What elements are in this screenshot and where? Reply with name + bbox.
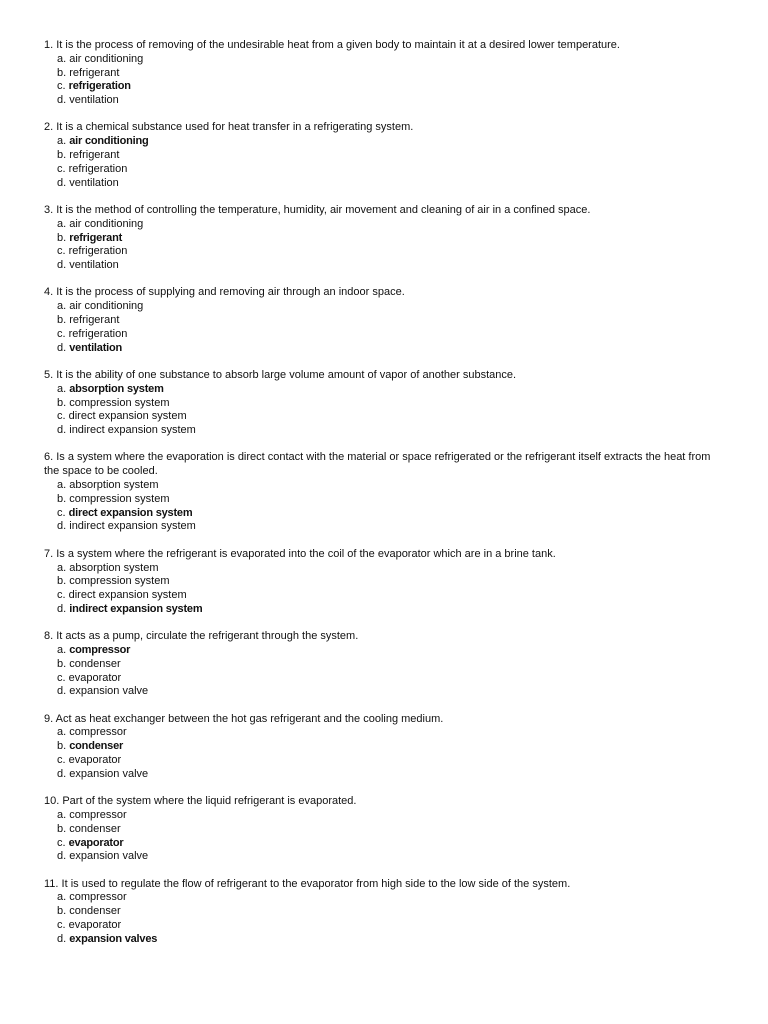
- option-letter: a.: [57, 808, 67, 821]
- option-letter: a.: [57, 479, 67, 492]
- option-text: evaporator: [68, 836, 124, 849]
- option-letter: c.: [57, 245, 66, 258]
- option-letter: b.: [57, 657, 67, 670]
- option-letter: d.: [57, 602, 67, 615]
- answer-option: [57, 342, 728, 356]
- option-text: direct expansion system: [68, 506, 193, 519]
- option-item: [57, 919, 728, 933]
- option-list: [44, 53, 728, 108]
- option-text: air conditioning: [69, 52, 144, 65]
- option-text: condenser: [69, 657, 121, 670]
- option-text: condenser: [69, 905, 121, 918]
- option-text: direct expansion system: [68, 589, 187, 602]
- option-list: [44, 479, 728, 534]
- option-text: indirect expansion system: [69, 520, 196, 533]
- option-letter: b.: [57, 905, 67, 918]
- option-text: ventilation: [69, 259, 119, 272]
- option-text: refrigeration: [68, 327, 128, 340]
- option-text: condenser: [69, 822, 121, 835]
- option-letter: c.: [57, 327, 66, 340]
- option-letter: a.: [57, 217, 67, 230]
- answer-option: [57, 232, 728, 246]
- answer-option: [57, 383, 728, 397]
- option-list: [44, 562, 728, 617]
- option-letter: b.: [57, 822, 67, 835]
- option-letter: a.: [57, 52, 67, 65]
- option-text: air conditioning: [69, 300, 144, 313]
- option-text: evaporator: [68, 754, 122, 767]
- option-item: [57, 424, 728, 438]
- option-text: condenser: [69, 740, 124, 753]
- option-item: [57, 328, 728, 342]
- option-text: evaporator: [68, 671, 122, 684]
- option-item: [57, 149, 728, 163]
- option-text: expansion valves: [69, 932, 158, 945]
- option-text: indirect expansion system: [69, 602, 203, 615]
- option-text: refrigeration: [68, 80, 131, 93]
- option-letter: a.: [57, 561, 67, 574]
- option-item: [57, 314, 728, 328]
- option-letter: d.: [57, 685, 67, 698]
- option-item: [57, 259, 728, 273]
- option-item: [57, 891, 728, 905]
- option-item: [57, 163, 728, 177]
- option-item: [57, 562, 728, 576]
- option-list: [44, 891, 728, 946]
- option-text: compression system: [69, 396, 170, 409]
- option-item: [57, 726, 728, 740]
- option-item: [57, 410, 728, 424]
- answer-option: [57, 740, 728, 754]
- option-item: [57, 905, 728, 919]
- option-text: refrigeration: [68, 162, 128, 175]
- question-block: [44, 286, 728, 355]
- option-item: [57, 479, 728, 493]
- option-item: [57, 53, 728, 67]
- option-letter: b.: [57, 575, 67, 588]
- question-block: [44, 369, 728, 438]
- option-letter: c.: [57, 162, 66, 175]
- question-block: [44, 548, 728, 617]
- option-item: [57, 754, 728, 768]
- option-list: [44, 300, 728, 355]
- option-text: compression system: [69, 575, 170, 588]
- option-text: expansion valve: [69, 850, 149, 863]
- option-list: [44, 383, 728, 438]
- answer-option: [57, 135, 728, 149]
- option-list: [44, 135, 728, 190]
- option-letter: d.: [57, 94, 67, 107]
- option-item: [57, 672, 728, 686]
- option-text: compression system: [69, 492, 170, 505]
- option-text: compressor: [69, 891, 127, 904]
- option-letter: c.: [57, 410, 66, 423]
- answer-option: [57, 80, 728, 94]
- answer-option: [57, 837, 728, 851]
- option-item: [57, 809, 728, 823]
- option-letter: d.: [57, 176, 67, 189]
- question-text: 6. Is a system where the evaporation is direct contact with the material or space refrigerated or the refrigerant itself extracts the heat from the space to be cooled.: [44, 451, 711, 478]
- option-list: [44, 218, 728, 273]
- option-text: refrigerant: [69, 231, 123, 244]
- option-text: absorption system: [69, 561, 159, 574]
- option-letter: b.: [57, 231, 67, 244]
- option-item: [57, 94, 728, 108]
- option-list: [44, 726, 728, 781]
- option-letter: b.: [57, 149, 67, 162]
- question-block: [44, 39, 728, 108]
- question-text: 5. It is the ability of one substance to absorb large volume amount of vapor of another substance.: [44, 368, 517, 381]
- option-letter: a.: [57, 726, 67, 739]
- option-text: refrigerant: [69, 314, 120, 327]
- option-letter: c.: [57, 836, 66, 849]
- question-block: [44, 121, 728, 190]
- option-letter: a.: [57, 643, 67, 656]
- option-text: ventilation: [69, 94, 119, 107]
- question-block: [44, 713, 728, 782]
- question-text: 2. It is a chemical substance used for heat transfer in a refrigerating system.: [44, 121, 414, 134]
- option-list: [44, 644, 728, 699]
- option-item: [57, 177, 728, 191]
- answer-option: [57, 603, 728, 617]
- option-text: air conditioning: [69, 217, 144, 230]
- option-letter: a.: [57, 135, 67, 148]
- option-letter: d.: [57, 259, 67, 272]
- question-text: 11. It is used to regulate the flow of refrigerant to the evaporator from high side to the low side of the system.: [44, 877, 571, 890]
- question-block: [44, 795, 728, 864]
- option-item: [57, 768, 728, 782]
- option-letter: c.: [57, 589, 66, 602]
- option-text: refrigerant: [69, 149, 120, 162]
- question-block: [44, 878, 728, 947]
- option-letter: b.: [57, 492, 67, 505]
- option-item: [57, 520, 728, 534]
- option-letter: b.: [57, 396, 67, 409]
- option-item: [57, 493, 728, 507]
- answer-option: [57, 933, 728, 947]
- option-letter: d.: [57, 850, 67, 863]
- option-item: [57, 218, 728, 232]
- option-text: refrigerant: [69, 66, 120, 79]
- option-letter: c.: [57, 506, 66, 519]
- option-text: ventilation: [69, 341, 123, 354]
- option-item: [57, 658, 728, 672]
- option-letter: c.: [57, 919, 66, 932]
- question-text: 7. Is a system where the refrigerant is evaporated into the coil of the evaporator which are in a brine tank.: [44, 547, 556, 560]
- option-text: absorption system: [69, 479, 159, 492]
- option-letter: c.: [57, 80, 66, 93]
- option-text: direct expansion system: [68, 410, 187, 423]
- option-text: absorption system: [69, 382, 164, 395]
- option-letter: d.: [57, 520, 67, 533]
- option-item: [57, 589, 728, 603]
- option-letter: b.: [57, 740, 67, 753]
- option-item: [57, 397, 728, 411]
- option-letter: b.: [57, 66, 67, 79]
- question-text: 4. It is the process of supplying and removing air through an indoor space.: [44, 286, 405, 299]
- question-text: 1. It is the process of removing of the undesirable heat from a given body to maintain it at a desired lower temperature.: [44, 39, 620, 51]
- option-text: ventilation: [69, 176, 119, 189]
- question-block: [44, 451, 728, 534]
- option-letter: c.: [57, 754, 66, 767]
- answer-option: [57, 507, 728, 521]
- option-item: [57, 575, 728, 589]
- question-text: 9. Act as heat exchanger between the hot gas refrigerant and the cooling medium.: [44, 712, 444, 725]
- question-block: [44, 630, 728, 699]
- option-item: [57, 67, 728, 81]
- option-item: [57, 300, 728, 314]
- question-text: 8. It acts as a pump, circulate the refrigerant through the system.: [44, 630, 359, 643]
- option-text: air conditioning: [69, 135, 149, 148]
- option-letter: a.: [57, 891, 67, 904]
- option-text: refrigeration: [68, 245, 128, 258]
- option-text: compressor: [69, 726, 127, 739]
- option-text: compressor: [69, 808, 127, 821]
- option-letter: a.: [57, 382, 67, 395]
- option-list: [44, 809, 728, 864]
- option-letter: d.: [57, 932, 67, 945]
- option-text: expansion valve: [69, 767, 149, 780]
- question-block: [44, 204, 728, 273]
- option-text: expansion valve: [69, 685, 149, 698]
- question-text: 10. Part of the system where the liquid refrigerant is evaporated.: [44, 795, 357, 808]
- option-text: compressor: [69, 643, 131, 656]
- option-item: [57, 685, 728, 699]
- option-letter: d.: [57, 767, 67, 780]
- option-letter: d.: [57, 424, 67, 437]
- option-item: [57, 245, 728, 259]
- question-text: 3. It is the method of controlling the temperature, humidity, air movement and cleaning of air in a confined space.: [44, 203, 591, 216]
- answer-option: [57, 644, 728, 658]
- option-letter: b.: [57, 314, 67, 327]
- option-letter: d.: [57, 341, 67, 354]
- option-letter: c.: [57, 671, 66, 684]
- option-text: evaporator: [68, 919, 122, 932]
- option-text: indirect expansion system: [69, 424, 196, 437]
- option-item: [57, 850, 728, 864]
- option-letter: a.: [57, 300, 67, 313]
- option-item: [57, 823, 728, 837]
